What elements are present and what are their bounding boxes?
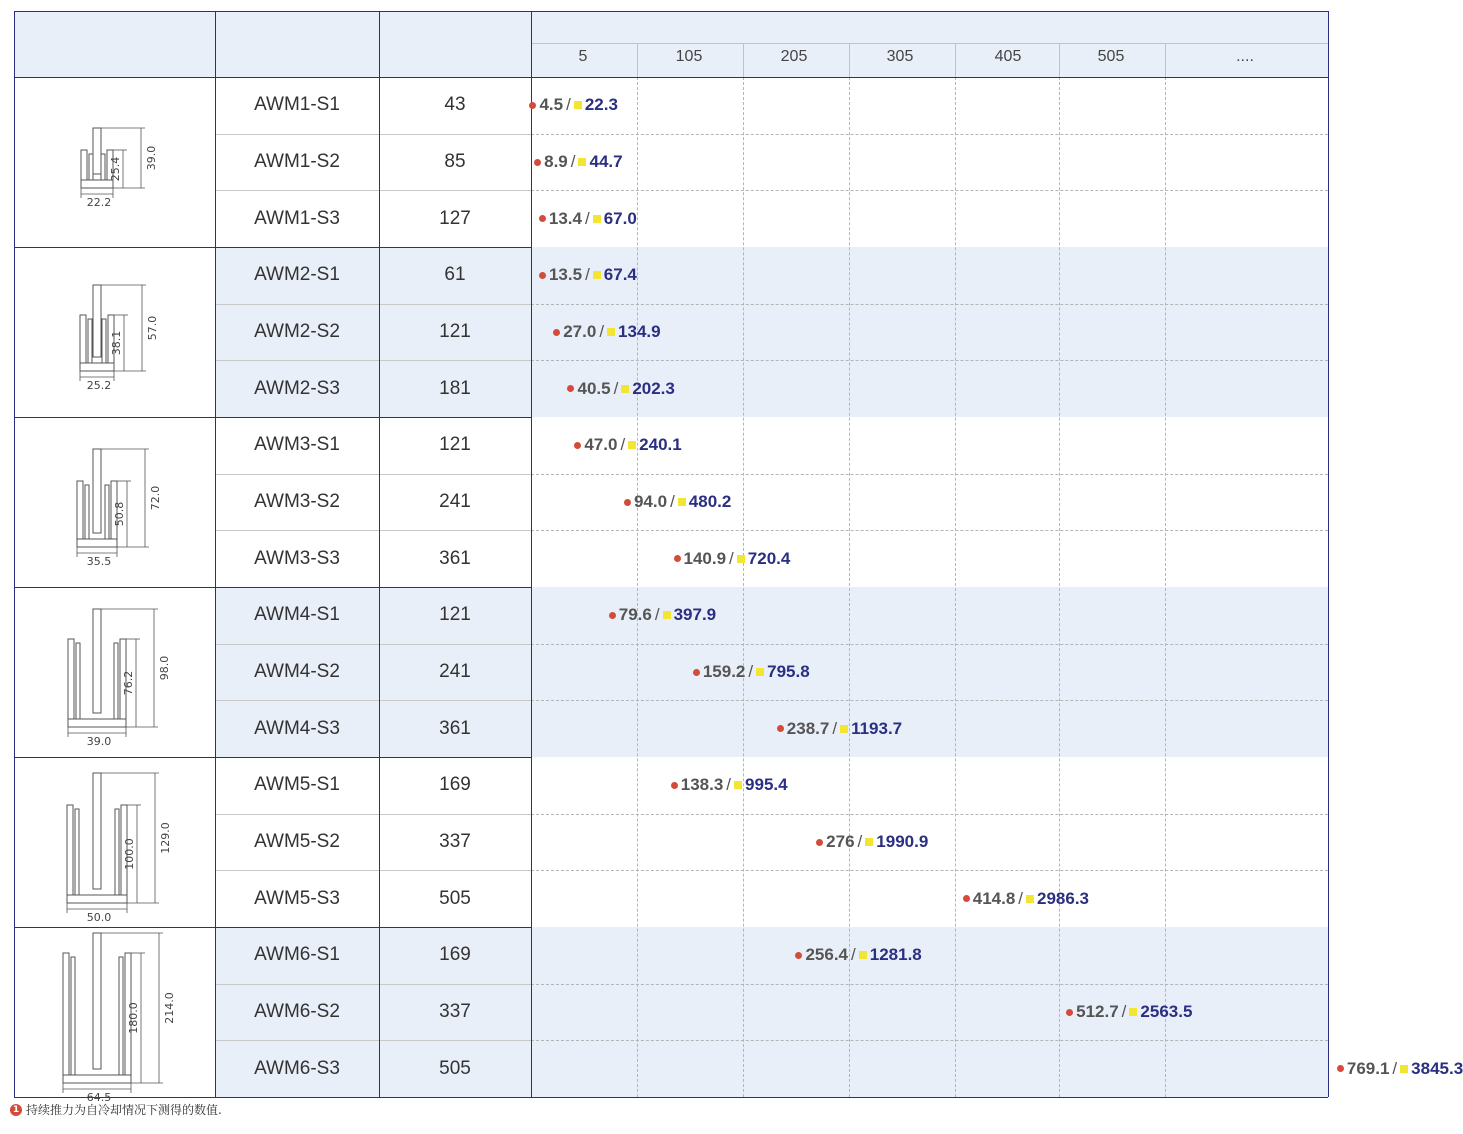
peak-force-value: 22.3 [584,95,618,115]
coil-length-cell: 181 [439,377,471,399]
coil-length-cell: 121 [439,320,471,342]
peak-square-icon [1400,1065,1408,1073]
value-slash: / [851,945,856,965]
peak-square-icon [574,101,582,109]
value-slash: / [1121,1002,1127,1021]
continuous-dot-icon [816,839,823,846]
value-slash: / [748,662,754,681]
dimension-label: 129.0 [159,822,172,854]
value-slash: / [832,718,838,738]
row-grid-divider [531,474,1328,475]
force-value [1066,1001,1192,1023]
force-value [539,208,637,230]
row-grid-divider [531,984,1328,985]
peak-force-value: 67.4 [603,265,637,285]
continuous-dot-icon [674,555,681,562]
continuous-force-value: 79.6 [618,605,652,625]
model-cell: AWM1-S1 [254,94,340,116]
motor-cross-section-drawing [15,77,215,247]
row-grid-divider [531,814,1328,815]
continuous-dot-icon [567,385,574,392]
continuous-force-value: 769.1 [1346,1058,1390,1078]
coil-length-cell: 505 [439,1057,471,1079]
axis-tick-label: 405 [994,48,1022,65]
continuous-force-value: 140.9 [683,548,727,568]
continuous-dot-icon [624,499,631,506]
continuous-force-value: 238.7 [786,718,830,738]
row-grid-divider [531,304,1328,305]
peak-force-value: 995.4 [745,775,788,795]
row-grid-divider [531,644,1328,645]
value-slash: / [570,152,576,171]
force-value [693,661,810,683]
continuous-force-value: 512.7 [1076,1002,1119,1021]
value-slash: / [584,208,590,228]
value-slash: / [726,775,732,795]
model-cell: AWM5-S3 [254,887,340,909]
dimension-label: 25.2 [86,379,112,392]
row-grid-divider [531,360,1328,361]
motor-cross-section-drawing [15,587,215,757]
peak-square-icon [840,725,848,733]
model-cell: AWM1-S3 [254,207,340,229]
header-grid-line [955,43,956,77]
model-cell: AWM3-S3 [254,547,340,569]
model-cell: AWM2-S3 [254,377,340,399]
force-value [534,151,622,173]
dimension-label: 57.0 [146,315,159,341]
header-grid-line [637,43,638,77]
model-cell: AWM6-S2 [254,1000,340,1022]
continuous-dot-icon [534,159,541,166]
continuous-force-value: 256.4 [805,945,849,965]
column-border [531,11,532,1097]
table-bottom-border [14,1097,1328,1098]
peak-force-value: 3845.3 [1411,1058,1463,1078]
value-slash: / [670,492,675,511]
coil-length-cell: 127 [439,207,471,229]
continuous-force-value: 47.0 [584,435,618,455]
axis-tick-label: 5 [578,48,588,65]
coil-length-cell: 169 [439,774,471,796]
peak-force-value: 44.7 [589,152,623,171]
continuous-force-value: 40.5 [577,378,611,398]
continuous-dot-icon [609,612,616,619]
peak-force-value: 202.3 [632,378,675,398]
grid-line [1059,77,1060,1097]
peak-force-value: 795.8 [767,662,810,681]
column-border [1328,11,1329,1097]
force-value [529,94,617,116]
peak-square-icon [593,215,601,223]
force-value [777,718,902,740]
coil-length-cell: 169 [439,944,471,966]
peak-force-value: 1193.7 [851,718,903,738]
model-cell: AWM2-S2 [254,320,340,342]
force-value [795,944,921,966]
dimension-label: 50.8 [113,501,126,527]
dimension-label: 38.1 [110,330,123,356]
force-value [567,378,674,400]
peak-square-icon [734,781,742,789]
dimension-label: 39.0 [86,735,112,748]
header-grid-line [743,43,744,77]
continuous-force-value: 159.2 [702,662,746,681]
continuous-dot-icon [1066,1009,1073,1016]
motor-cross-section-drawing [15,247,215,417]
continuous-dot-icon [777,725,784,732]
continuous-force-value: 4.5 [539,95,564,115]
peak-force-value: 1281.8 [869,945,922,965]
value-slash: / [729,548,734,568]
model-cell: AWM2-S1 [254,264,340,286]
force-value [1337,1058,1463,1080]
peak-square-icon [737,555,745,563]
value-slash: / [566,95,571,115]
grid-line [955,77,956,1097]
axis-tick-label: 205 [780,48,808,65]
row-grid-divider [531,134,1328,135]
dimension-label: 22.2 [86,196,112,209]
row-grid-divider [531,870,1328,871]
peak-force-value: 1990.9 [876,832,929,851]
peak-square-icon [859,951,867,959]
force-value [624,491,731,513]
value-slash: / [613,378,619,398]
dimension-label: 25.4 [109,156,122,182]
force-value [553,321,660,343]
continuous-dot-icon [539,272,546,279]
continuous-dot-icon [574,442,581,449]
force-value [574,434,681,456]
value-slash: / [585,265,590,285]
row-grid-divider [531,190,1328,191]
coil-length-cell: 337 [439,1000,471,1022]
model-cell: AWM3-S1 [254,434,340,456]
force-value [816,831,928,853]
coil-length-cell: 241 [439,660,471,682]
header-grid-line [849,43,850,77]
continuous-force-value: 8.9 [544,152,568,171]
continuous-force-value: 138.3 [680,775,724,795]
force-value [539,264,637,286]
grid-line [743,77,744,1097]
peak-force-value: 2986.3 [1037,888,1090,908]
model-cell: AWM4-S1 [254,604,340,626]
continuous-force-value: 414.8 [972,888,1016,908]
table-header-bg [14,11,1328,77]
dimension-label: 72.0 [149,485,162,511]
coil-length-cell: 361 [439,717,471,739]
motor-cross-section-drawing [15,417,215,587]
tick-row-border [531,43,1328,44]
dimension-label: 64.5 [86,1091,112,1104]
coil-length-cell: 505 [439,887,471,909]
header-grid-line [1165,43,1166,77]
peak-force-value: 240.1 [639,435,682,455]
dimension-label: 100.0 [123,838,136,870]
row-grid-divider [531,530,1328,531]
axis-tick-label: 105 [675,48,703,65]
force-value [674,548,791,570]
value-slash: / [620,435,626,455]
force-value [609,604,716,626]
peak-force-value: 397.9 [673,605,717,625]
continuous-dot-icon [671,782,678,789]
value-slash: / [1018,888,1024,908]
footnote-badge-icon: 1 [10,1104,22,1116]
coil-length-cell: 361 [439,547,471,569]
peak-square-icon [1026,895,1034,903]
continuous-force-value: 13.4 [548,208,582,228]
motor-cross-section-drawing [15,757,215,927]
peak-force-value: 480.2 [688,492,732,511]
peak-square-icon [756,668,764,676]
continuous-force-value: 13.5 [548,265,583,285]
continuous-force-value: 276 [826,832,855,851]
peak-square-icon [621,385,629,393]
continuous-force-value: 27.0 [563,322,597,341]
value-slash: / [654,605,660,625]
peak-force-value: 134.9 [618,322,661,341]
peak-force-value: 67.0 [603,208,637,228]
continuous-dot-icon [1337,1065,1344,1072]
coil-length-cell: 121 [439,604,471,626]
force-value [671,774,788,796]
peak-square-icon [663,611,671,619]
row-grid-divider [531,1040,1328,1041]
continuous-dot-icon [529,102,536,109]
footnote-text: 持续推力为自冷却情况下测得的数值. [26,1103,222,1117]
continuous-dot-icon [963,895,970,902]
header-grid-line [1059,43,1060,77]
peak-square-icon [1129,1008,1137,1016]
coil-length-cell: 121 [439,434,471,456]
peak-force-value: 2563.5 [1140,1002,1193,1021]
continuous-dot-icon [693,669,700,676]
model-cell: AWM4-S3 [254,717,340,739]
dimension-label: 35.5 [86,555,112,568]
axis-tick-label: .... [1236,48,1254,65]
grid-line [1165,77,1166,1097]
peak-square-icon [593,271,601,279]
dimension-label: 76.2 [122,670,135,696]
dimension-label: 50.0 [86,911,112,924]
value-slash: / [599,322,605,341]
model-cell: AWM6-S1 [254,944,340,966]
coil-length-cell: 337 [439,830,471,852]
peak-square-icon [628,441,636,449]
continuous-force-value: 94.0 [633,492,668,511]
footnote [10,1101,222,1118]
model-cell: AWM3-S2 [254,490,340,512]
axis-tick-label: 305 [886,48,914,65]
dimension-label: 180.0 [127,1002,140,1034]
model-cell: AWM4-S2 [254,660,340,682]
table-top-border [14,11,1328,12]
peak-force-value: 720.4 [747,548,791,568]
continuous-dot-icon [539,215,546,222]
coil-length-cell: 241 [439,490,471,512]
dimension-label: 39.0 [145,145,158,171]
motor-cross-section-drawing [15,927,215,1104]
coil-length-cell: 85 [444,150,466,172]
peak-square-icon [578,158,586,166]
peak-square-icon [607,328,615,336]
force-value [963,888,1089,910]
axis-tick-label: 505 [1097,48,1125,65]
dimension-label: 98.0 [158,655,171,681]
model-cell: AWM1-S2 [254,150,340,172]
model-cell: AWM5-S2 [254,830,340,852]
value-slash: / [857,832,863,851]
model-cell: AWM6-S3 [254,1057,340,1079]
continuous-dot-icon [795,952,802,959]
continuous-dot-icon [553,329,560,336]
peak-square-icon [865,838,873,846]
coil-length-cell: 43 [444,94,466,116]
row-grid-divider [531,700,1328,701]
dimension-label: 214.0 [163,992,176,1024]
peak-square-icon [678,498,686,506]
model-cell: AWM5-S1 [254,774,340,796]
grid-line [637,77,638,1097]
coil-length-cell: 61 [444,264,466,286]
value-slash: / [1392,1058,1398,1078]
